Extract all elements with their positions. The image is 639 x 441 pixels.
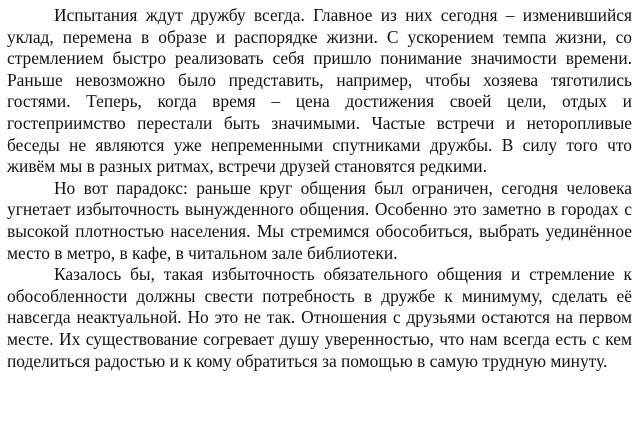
- paragraph-3: Казалось бы, такая избыточность обязательного общения и стремление к обособленности должны свести потребность в дружбе к минимуму, сделать её навсегда неактуальной. Но это не так. Отношения с друзьями остаются на первом месте. Их существование согревает душу уверенностью, что нам всегда есть с кем поделиться радостью и к кому обратиться за помощью в самую трудную минуту.: [7, 264, 632, 371]
- paragraph-2: Но вот парадокс: раньше круг общения был ограничен, сегодня человека угнетает избыточность вынужденного общения. Особенно это заметно в городах с высокой плотностью населения. Мы стремимся обособиться, выбрать уединённое место в метро, в кафе, в читальном зале библиотеки.: [7, 177, 632, 263]
- paragraph-1: Испытания ждут дружбу всегда. Главное из них сегодня – изменившийся уклад, перемена в образе и распорядке жизни. С ускорением темпа жизни, со стремлением быстро реализовать себя пришло понимание значимости времени. Раньше невозможно было представить, например, чтобы хозяева тяготились гостями. Теперь, когда время – цена достижения своей цели, отдых и гостеприимство перестали быть значимыми. Частые встречи и неторопливые беседы не являются уже непременными спутниками дружбы. В силу того что живём мы в разных ритмах, встречи друзей становятся редкими.: [7, 5, 632, 177]
